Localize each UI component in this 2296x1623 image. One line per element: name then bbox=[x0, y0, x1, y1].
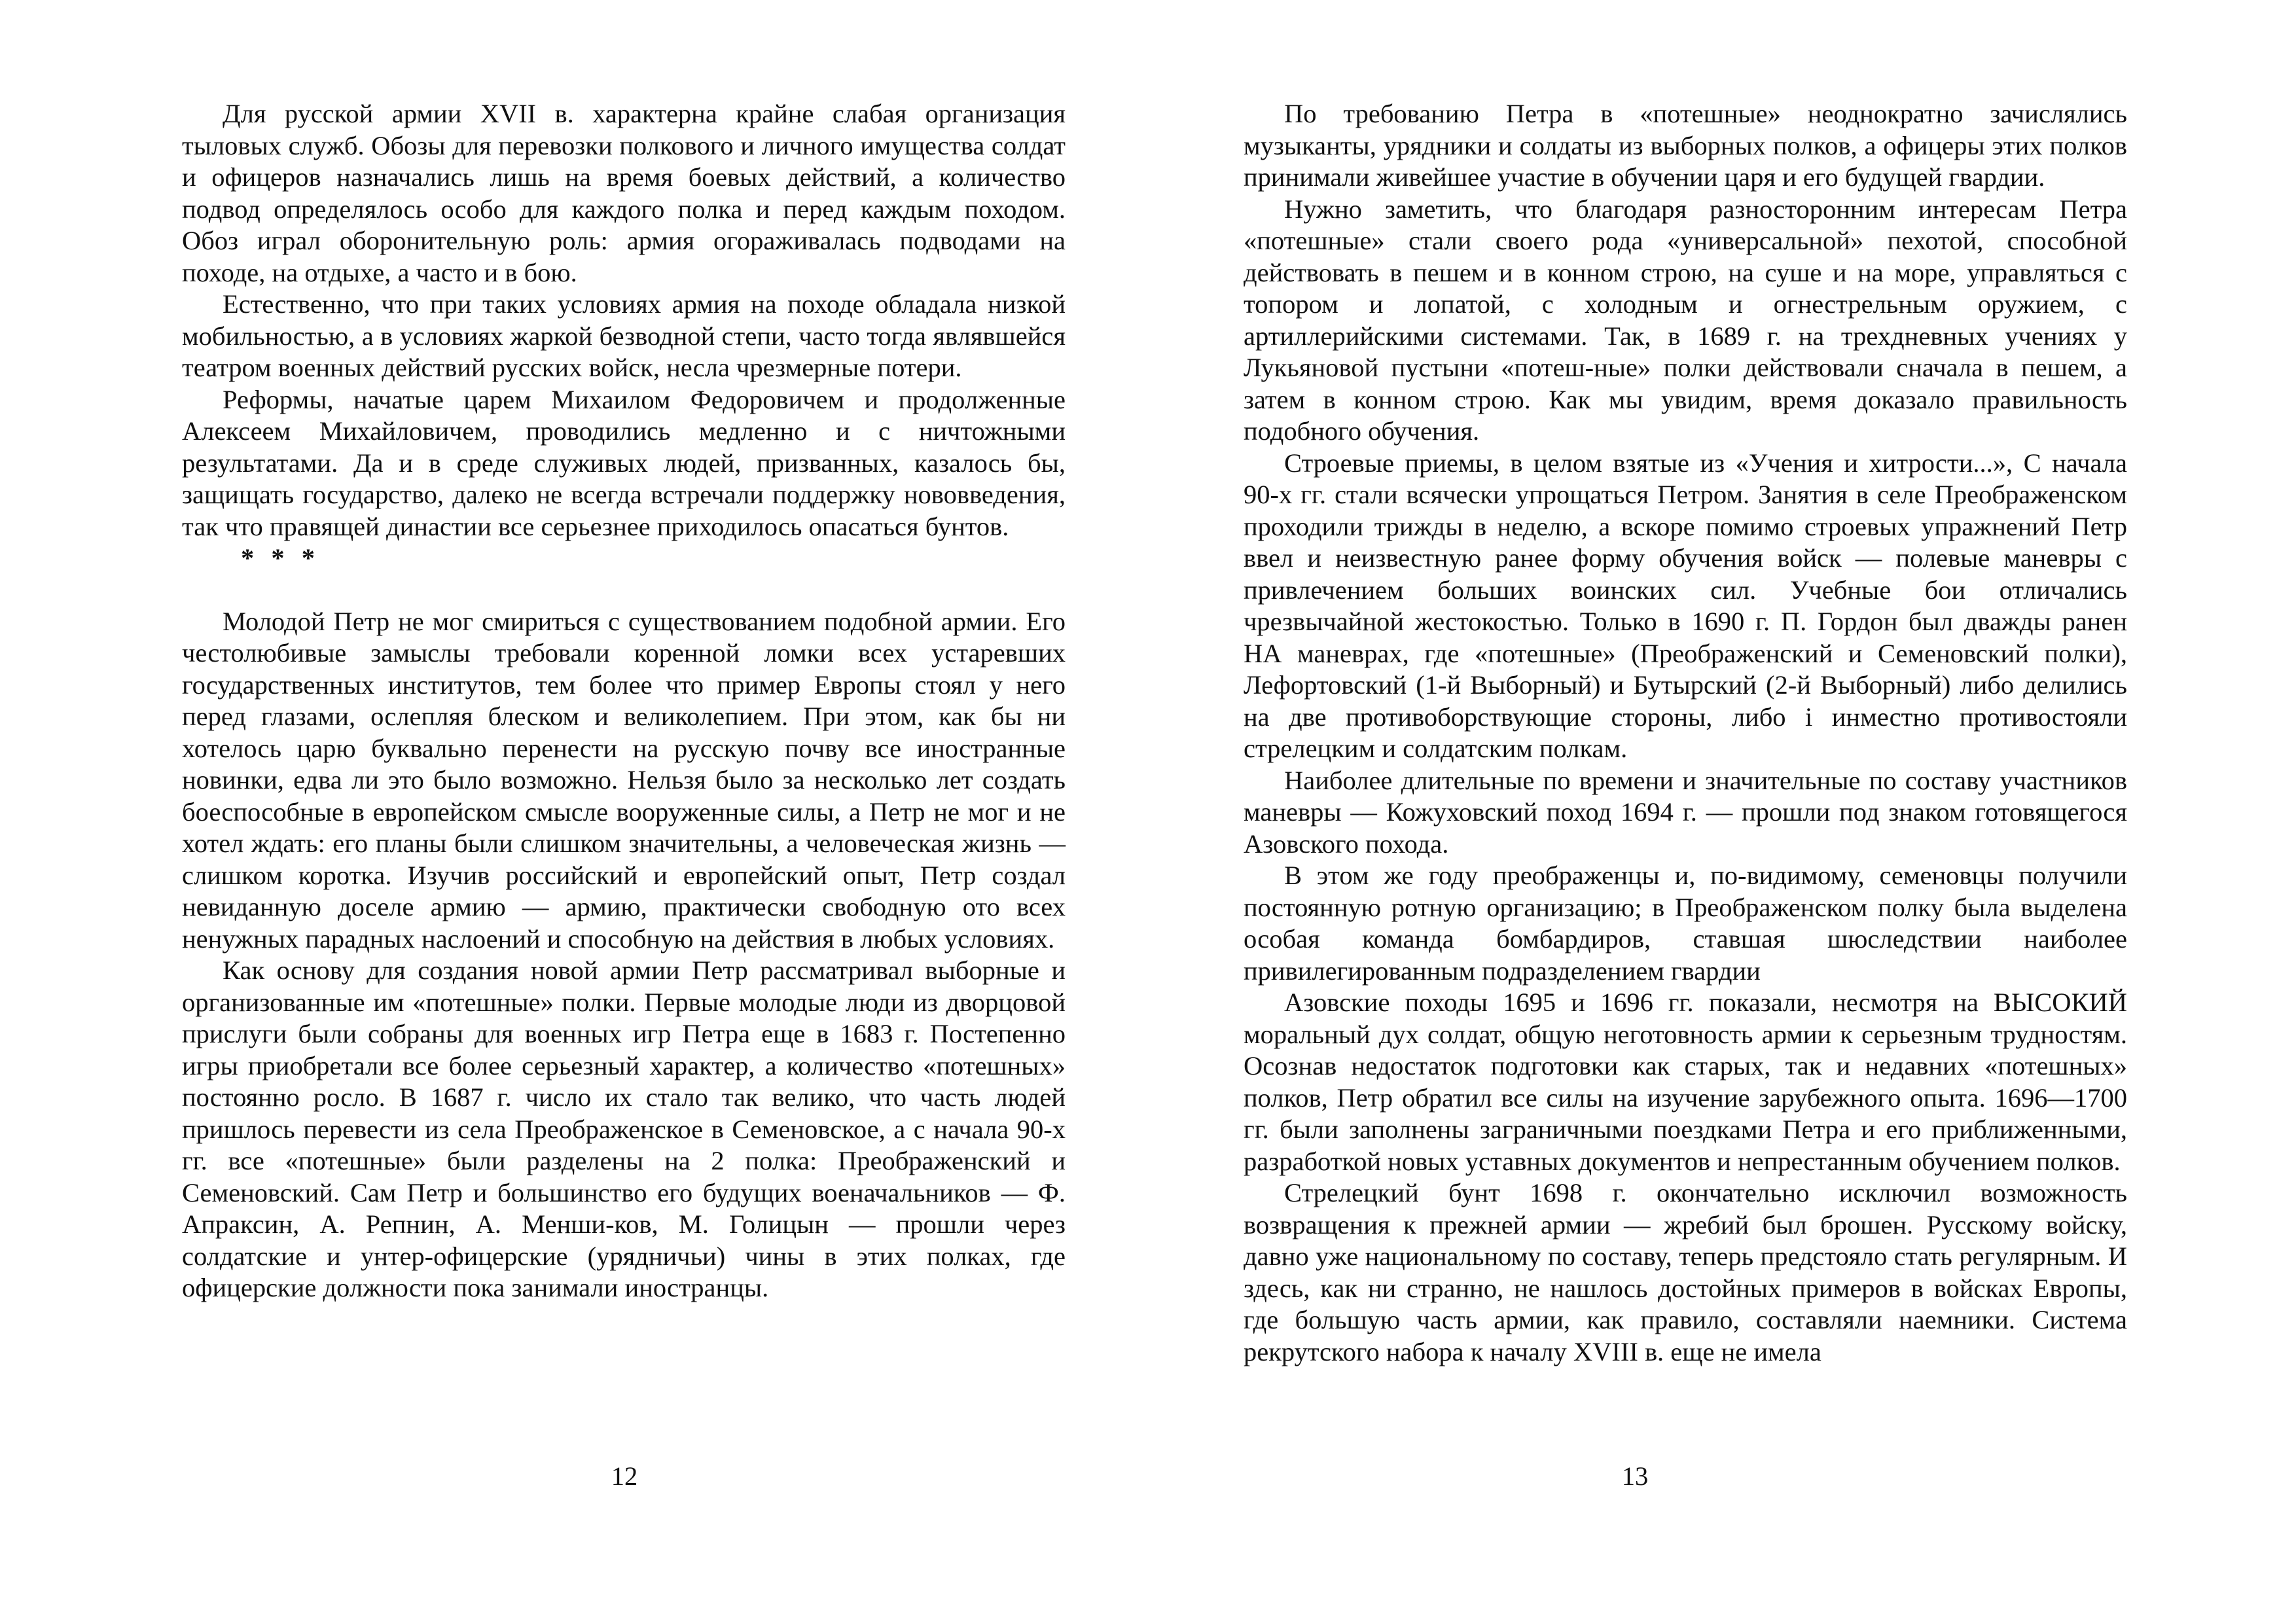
paragraph: Молодой Петр не мог смириться с существованием подобной армии. Его честолюбивые замыслы требовали коренной ломки всех устаревших государственных институтов, тем более что пример Европы стоял у него перед глазами, ослепляя блеском и великолепием. При этом, как бы ни хотелось царю буквально перенести на русскую почву все иностранные новинки, едва ли это было возможно. Нельзя было за несколько лет создать боеспособные в европейском смысле вооруженные силы, а Петр не мог и не хотел ждать: его планы были слишком значительны, а человеческая жизнь — слишком коротка. Изучив российский и европейский опыт, Петр создал невиданную доселе армию — армию, практически свободную ото всех ненужных парадных наслоений и способную на действия в любых условиях. bbox=[182, 606, 1066, 954]
paragraph: Как основу для создания новой армии Петр рассматривал выборные и организованные им «потешные» полки. Первые молодые люди из дворцовой прислуги были собраны для военных игр Петра еще в 1683 г. Постепенно игры приобретали все более серьезный характер, а количество «потешных» постоянно росло. В 1687 г. число их стало так велико, что часть людей пришлось перевести из села Преображенское в Семеновское, а с начала 90-х гг. все «потешные» были разделены на 2 полка: Преображенский и Семеновский. Сам Петр и большинство его будущих военачальников — Ф. Апраксин, А. Репнин, А. Менши-ков, М. Голицын — прошли через солдатские и унтер-офицерские (урядничьи) чины в этих полках, где офицерские должности пока занимали иностранцы. bbox=[182, 955, 1066, 1302]
paragraph: Реформы, начатые царем Михаилом Федоровичем и продолженные Алексеем Михайловичем, проводились медленно и с ничтожными результатами. Да и в среде служивых людей, призванных, казалось бы, защищать государство, далеко не всегда встречали поддержку нововведения, так что правящей династии все серьезнее приходилось опасаться бунтов. bbox=[182, 384, 1066, 541]
paragraph: Азовские походы 1695 и 1696 гг. показали, несмотря на ВЫСОКИЙ моральный дух солдат, общую неготовность армии к серьезным трудностям. Осознав недостаток подготовки как старых, так и недавних «потешных» полков, Петр обратил все силы на изучение зарубежного опыта. 1696—1700 гг. были заполнены заграничными поездками Петра и его приближенными, разработкой новых уставных документов и непрестанным обучением полков. bbox=[1244, 988, 2127, 1176]
right-page bbox=[1148, 0, 2296, 1623]
page-number: 13 bbox=[1621, 1461, 1649, 1491]
paragraph: В этом же году преображенцы и, по-видимому, семеновцы получили постоянную ротную организацию; в Преображенском полку была выделена особая команда бомбардиров, ставшая шюследствии наиболее привилегированным подразделением гвардии bbox=[1244, 861, 2127, 986]
paragraph: Стрелецкий бунт 1698 г. окончательно исключил возможность возвращения к прежней армии — жребий был брошен. Русскому войску, давно уже национальному по составу, теперь предстояло стать регулярным. И здесь, как ни странно, не нашлось достойных примеров в войсках Европы, где большую часть армии, как правило, составляли наемники. Система рекрутского набора к началу XVIII в. еще не имела bbox=[1244, 1178, 2127, 1366]
paragraph: Для русской армии XVII в. характерна крайне слабая организация тыловых служб. Обозы для перевозки полкового и личного имущества солдат и офицеров назначались лишь на время боевых действий, а количество подвод определялось особо для каждого полка и перед каждым походом. Обоз играл оборонительную роль: армия огораживалась подводами на походе, на отдыхе, а часто и в бою. bbox=[182, 99, 1066, 287]
paragraph: Строевые приемы, в целом взятые из «Учения и хитрости...», С начала 90-х гг. стали всячески упрощаться Петром. Занятия в селе Преображенском проходили трижды в неделю, а вскоре помимо строевых упражнений Петр ввел и неизвестную ранее форму обучения войск — полевые маневры с привлечением больших воинских сил. Учебные бои отличались чрезвычайной жестокостью. Только в 1690 г. П. Гордон был дважды ранен НА маневрах, где «потешные» (Преображенский и Семеновский полки), Лефортовский (1-й Выборный) и Бутырский (2-й Выборный) либо делились на две противоборствующие стороны, либо і инместно противостояли стрелецким и солдатским полкам. bbox=[1244, 448, 2127, 763]
paragraph: Нужно заметить, что благодаря разносторонним интересам Петра «потешные» стали своего рода «универсальной» пехотой, способной действовать в пешем и в конном строю, на суше и на море, управляться с топором и лопатой, с холодным и огнестрельным оружием, с артиллерийскими системами. Так, в 1689 г. на трехдневных учениях у Лукьяновой пустыни «потеш-ные» полки действовали сначала в пешем, а затем в конном строю. Как мы увидим, время доказало правильность подобного обучения. bbox=[1244, 194, 2127, 446]
right-page-text bbox=[1244, 98, 2127, 1368]
section-separator: * * * bbox=[241, 543, 320, 573]
paragraph: Наиболее длительные по времени и значительные по составу участников маневры — Кожуховский поход 1694 г. — прошли под знаком готовящегося Азовского похода. bbox=[1244, 765, 2127, 859]
paragraph: Естественно, что при таких условиях армия на походе обладала низкой мобильностью, а в условиях жаркой безводной степи, часто тогда являвшейся театром военных действий русских войск, несла чрезмерные потери. bbox=[182, 289, 1066, 382]
paragraph: По требованию Петра в «потешные» неоднократно зачислялись музыканты, урядники и солдаты из выборных полков, а офицеры этих полков принимали живейшее участие в обучении царя и его будущей гвардии. bbox=[1244, 99, 2127, 192]
page-number: 12 bbox=[611, 1461, 638, 1491]
left-page-text bbox=[182, 98, 1066, 1304]
